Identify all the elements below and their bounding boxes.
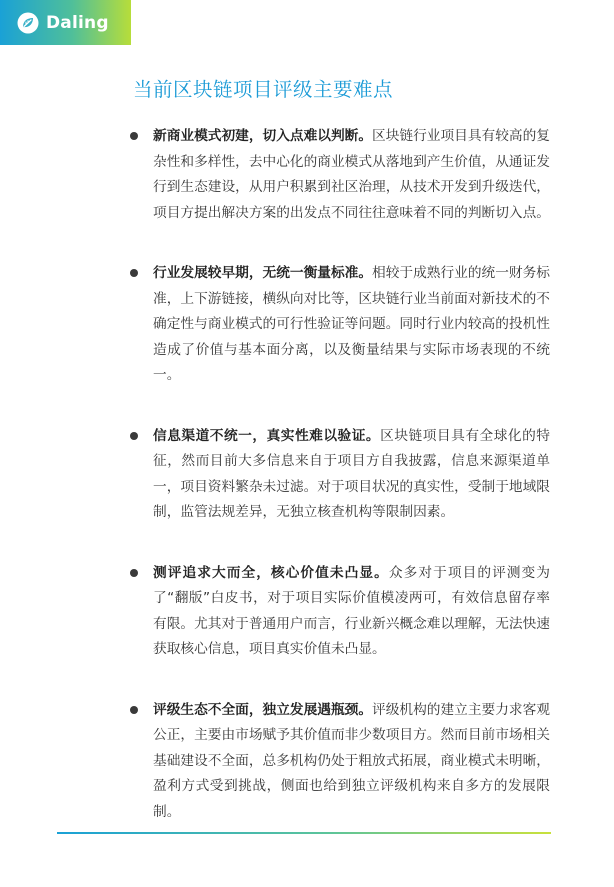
bullet-dot-icon (130, 132, 138, 140)
bullet-dot-icon (130, 269, 138, 277)
list-item (130, 561, 550, 663)
list-item (130, 698, 550, 826)
bullet-dot-icon (130, 569, 138, 577)
bullet-dot-icon (130, 432, 138, 440)
list-item (130, 424, 550, 526)
list-item (130, 124, 550, 226)
bullet-text: 区块链行业项目具有较高的复杂性和多样性，去中心化的商业模式从落地到产生价值，从通证发行到生态建设，从用户积累到社区治理，从技术开发到升级迭代，项目方提出解决方案的出发点不同往往意味着不同的判断切入点。 (153, 128, 550, 221)
bullet-text: 众多对于项目的评测变为了“翻版”白皮书，对于项目实际价值模凌两可，有效信息留存率有限。尤其对于普通用户而言，行业新兴概念难以理解，无法快速获取核心信息，项目真实价值未凸显。 (153, 564, 550, 657)
brand-name: Daling (46, 12, 109, 33)
bullet-text: 区块链项目具有全球化的特征，然而目前大多信息来自于项目方自我披露，信息来源渠道单一，项目资料繁杂未过滤。对于项目状况的真实性，受制于地域限制，监管法规差异，无独立核查机构等限制因素。 (153, 427, 550, 520)
list-item (130, 261, 550, 389)
bullet-lead: 新商业模式初建，切入点难以判断。 (153, 128, 373, 144)
daling-leaf-logo-icon (17, 12, 39, 34)
bullet-text: 相较于成熟行业的统一财务标准，上下游链接，横纵向对比等，区块链行业当前面对新技术的不确定性与商业模式的可行性验证等问题。同时行业内较高的投机性造成了价值与基本面分离，以及衡量结果与实际市场表现的不统一。 (153, 265, 550, 383)
bullet-text: 评级机构的建立主要力求客观公正，主要由市场赋予其价值而非少数项目方。然而目前市场相关基础建设不全面，总多机构仍处于粗放式拓展，商业模式未明晰，盈利方式受到挑战，侧面也给到独立评级机构来自多方的发展限制。 (153, 701, 550, 820)
bullet-lead: 测评追求大而全，核心价值未凸显。 (153, 564, 389, 581)
brand-header (0, 0, 131, 45)
bullet-lead: 信息渠道不统一，真实性难以验证。 (153, 427, 381, 444)
difficulty-list (130, 124, 550, 860)
page-title: 当前区块链项目评级主要难点 (133, 78, 394, 101)
bullet-dot-icon (130, 706, 138, 714)
bullet-lead: 评级生态不全面，独立发展遇瓶颈。 (153, 701, 373, 718)
footer-divider (57, 832, 551, 834)
bullet-lead: 行业发展较早期，无统一衡量标准。 (153, 265, 373, 281)
